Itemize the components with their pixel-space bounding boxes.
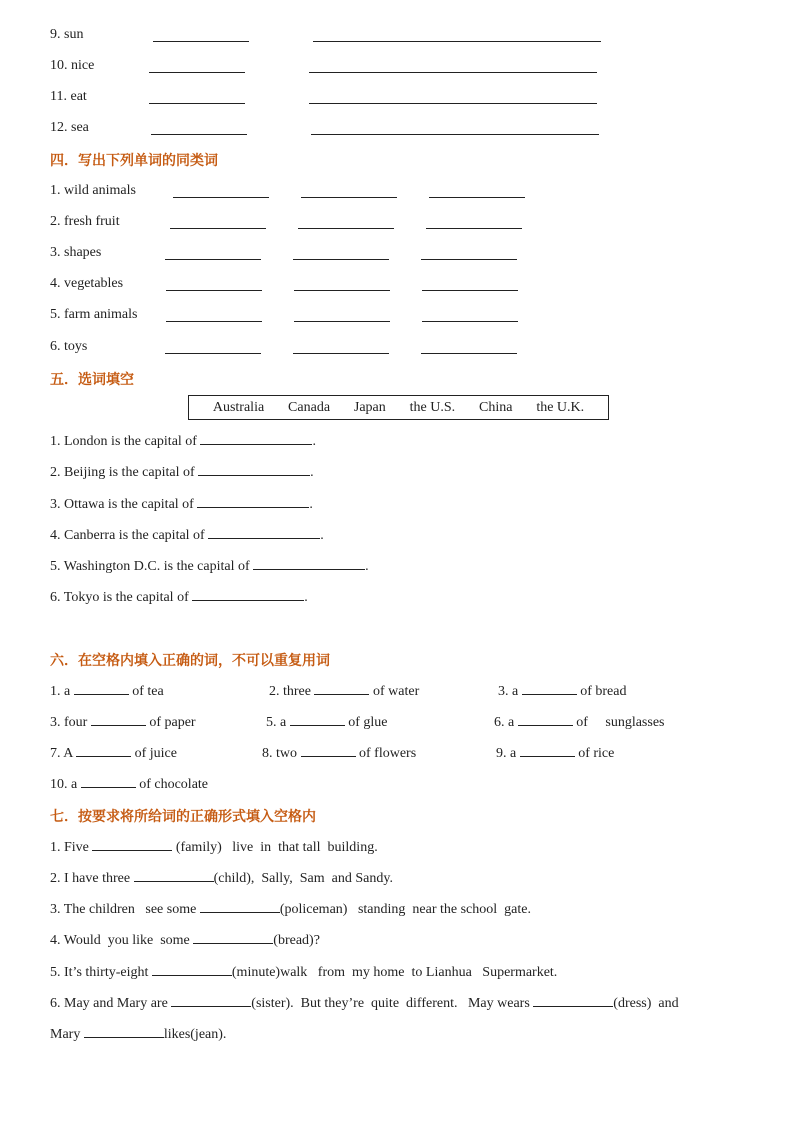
- answer-blank[interactable]: [197, 495, 309, 508]
- section-heading: 七．按要求将所给词的正确形式填入空格内: [50, 809, 316, 825]
- question-text: 5. a: [266, 715, 287, 730]
- question-line: [50, 994, 679, 1012]
- answer-blank[interactable]: [198, 463, 310, 476]
- answer-blank[interactable]: [76, 744, 131, 757]
- answer-blank[interactable]: [166, 321, 262, 322]
- question-text: 8. two: [262, 746, 297, 761]
- question-text: of flowers: [359, 746, 417, 761]
- question-end: .: [312, 434, 316, 449]
- question-line: [50, 744, 177, 762]
- question-text: 3. The children see some: [50, 902, 197, 917]
- section-heading: 四．写出下列单词的同类词: [50, 153, 218, 169]
- question-text: 6. May and Mary are: [50, 996, 168, 1011]
- answer-blank[interactable]: [165, 353, 261, 354]
- category-item-label: 1. wild animals: [50, 183, 136, 198]
- answer-blank[interactable]: [165, 259, 261, 260]
- answer-blank[interactable]: [522, 682, 577, 695]
- answer-blank[interactable]: [309, 103, 597, 104]
- answer-blank[interactable]: [421, 353, 517, 354]
- question-line: [262, 744, 416, 762]
- answer-blank[interactable]: [294, 290, 390, 291]
- question-line: [50, 1025, 226, 1043]
- answer-blank[interactable]: [314, 682, 369, 695]
- answer-blank[interactable]: [311, 134, 599, 135]
- question-text: Mary: [50, 1027, 81, 1042]
- question-text: of chocolate: [139, 777, 209, 792]
- answer-blank[interactable]: [301, 197, 397, 198]
- question-text: 1. London is the capital of: [50, 434, 197, 449]
- question-text: 2. I have three: [50, 871, 131, 886]
- question-line: [50, 495, 313, 513]
- word-bank-item: Canada: [288, 399, 331, 415]
- question-text: 6. a: [494, 715, 515, 730]
- question-line: [496, 744, 614, 762]
- answer-blank[interactable]: [193, 931, 273, 944]
- question-line: [50, 526, 324, 544]
- answer-blank[interactable]: [313, 41, 601, 42]
- answer-blank[interactable]: [153, 41, 249, 42]
- question-text: (bread)?: [273, 933, 320, 948]
- word-item-label: 12. sea: [50, 120, 89, 135]
- question-line: [50, 463, 314, 481]
- question-text: (child), Sally, Sam and Sandy.: [213, 871, 393, 886]
- answer-blank[interactable]: [166, 290, 262, 291]
- question-end: .: [365, 559, 369, 574]
- question-text: 1. Five: [50, 840, 89, 855]
- question-line: [50, 557, 369, 575]
- question-end: .: [309, 497, 313, 512]
- question-line: [50, 963, 557, 981]
- word-bank-item: the U.S.: [409, 399, 456, 415]
- question-line: [50, 838, 378, 856]
- answer-blank[interactable]: [92, 838, 172, 851]
- question-text: 3. four: [50, 715, 88, 730]
- category-item-label: 3. shapes: [50, 245, 102, 260]
- answer-blank[interactable]: [149, 72, 245, 73]
- question-text: of bread: [580, 684, 627, 699]
- question-line: [498, 682, 626, 700]
- answer-blank[interactable]: [293, 353, 389, 354]
- question-text: (sister). But they’re quite different. May wears: [251, 996, 530, 1011]
- answer-blank[interactable]: [294, 321, 390, 322]
- answer-blank[interactable]: [151, 134, 247, 135]
- answer-blank[interactable]: [533, 994, 613, 1007]
- answer-blank[interactable]: [173, 197, 269, 198]
- category-item-label: 4. vegetables: [50, 276, 124, 291]
- answer-blank[interactable]: [253, 557, 365, 570]
- question-text: (family) live in that tall building.: [175, 840, 378, 855]
- section-heading: 五．选词填空: [50, 372, 134, 388]
- word-bank-item: China: [479, 399, 513, 415]
- question-line: [50, 682, 164, 700]
- answer-blank[interactable]: [134, 869, 214, 882]
- answer-blank[interactable]: [309, 72, 597, 73]
- answer-blank[interactable]: [290, 713, 345, 726]
- answer-blank[interactable]: [200, 432, 312, 445]
- question-line: [269, 682, 419, 700]
- question-text: of paper: [149, 715, 196, 730]
- question-text: (dress) and: [613, 996, 679, 1011]
- word-bank-box: [188, 395, 609, 420]
- answer-blank[interactable]: [518, 713, 573, 726]
- question-line: [50, 775, 208, 793]
- word-bank-item: Australia: [212, 399, 265, 415]
- question-line: [266, 713, 387, 731]
- word-item-label: 11. eat: [50, 89, 87, 104]
- section-heading: 六．在空格内填入正确的词，不可以重复用词: [50, 653, 330, 669]
- answer-blank[interactable]: [520, 744, 575, 757]
- word-item-label: 10. nice: [50, 58, 95, 73]
- question-end: .: [320, 528, 324, 543]
- question-text: of juice: [134, 746, 177, 761]
- question-text: of glue: [348, 715, 388, 730]
- answer-blank[interactable]: [426, 228, 522, 229]
- question-text: 3. Ottawa is the capital of: [50, 497, 194, 512]
- question-text: 7. A: [50, 746, 73, 761]
- question-line: [50, 432, 316, 450]
- question-text: 5. Washington D.C. is the capital of: [50, 559, 250, 574]
- category-item-label: 6. toys: [50, 339, 88, 354]
- answer-blank[interactable]: [421, 259, 517, 260]
- question-text: 9. a: [496, 746, 517, 761]
- question-text: of sunglasses: [576, 715, 665, 730]
- answer-blank[interactable]: [170, 228, 266, 229]
- question-text: 2. three: [269, 684, 311, 699]
- question-text: of tea: [132, 684, 164, 699]
- question-line: [50, 588, 308, 606]
- answer-blank[interactable]: [74, 682, 129, 695]
- question-text: 10. a: [50, 777, 78, 792]
- answer-blank[interactable]: [429, 197, 525, 198]
- question-end: .: [304, 590, 308, 605]
- question-text: (minute)walk from my home to Lianhua Supermarket.: [231, 965, 558, 980]
- answer-blank[interactable]: [298, 228, 394, 229]
- question-text: 6. Tokyo is the capital of: [50, 590, 189, 605]
- answer-blank[interactable]: [422, 290, 518, 291]
- answer-blank[interactable]: [422, 321, 518, 322]
- answer-blank[interactable]: [200, 900, 280, 913]
- question-line: [50, 900, 531, 918]
- category-item-label: 5. farm animals: [50, 307, 138, 322]
- word-bank-item: Japan: [353, 399, 386, 415]
- question-text: 4. Would you like some: [50, 933, 190, 948]
- answer-blank[interactable]: [192, 588, 304, 601]
- question-line: [494, 713, 665, 731]
- question-text: 4. Canberra is the capital of: [50, 528, 205, 543]
- answer-blank[interactable]: [171, 994, 251, 1007]
- question-end: .: [310, 465, 314, 480]
- answer-blank[interactable]: [208, 526, 320, 539]
- question-line: [50, 931, 320, 949]
- question-line: [50, 713, 196, 731]
- answer-blank[interactable]: [152, 963, 232, 976]
- question-text: likes(jean).: [163, 1027, 227, 1042]
- word-bank-item: the U.K.: [536, 399, 585, 415]
- answer-blank[interactable]: [84, 1025, 164, 1038]
- word-item-label: 9. sun: [50, 27, 84, 42]
- question-line: [50, 869, 393, 887]
- question-text: of rice: [578, 746, 615, 761]
- question-text: 2. Beijing is the capital of: [50, 465, 195, 480]
- category-item-label: 2. fresh fruit: [50, 214, 120, 229]
- answer-blank[interactable]: [81, 775, 136, 788]
- answer-blank[interactable]: [149, 103, 245, 104]
- question-text: 3. a: [498, 684, 519, 699]
- answer-blank[interactable]: [293, 259, 389, 260]
- question-text: (policeman) standing near the school gate.: [279, 902, 531, 917]
- question-text: 1. a: [50, 684, 71, 699]
- question-text: 5. It’s thirty-eight: [50, 965, 149, 980]
- answer-blank[interactable]: [91, 713, 146, 726]
- question-text: of water: [372, 684, 420, 699]
- answer-blank[interactable]: [301, 744, 356, 757]
